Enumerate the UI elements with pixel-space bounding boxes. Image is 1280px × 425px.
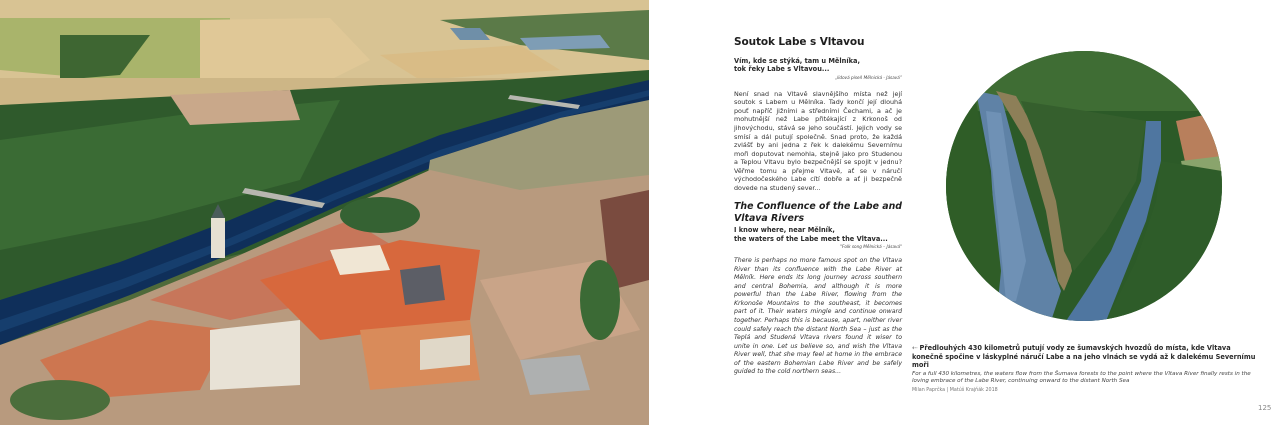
article-text-column	[734, 36, 902, 377]
body-text-english: There is perhaps no more famous spot on the Vltava River than its confluence with the Labe River at Mělník. Here ends its long journey across southern and central Bohemia, and although it is more powerful than the Labe River, flowing from the Krkonoše Mountains to the southeast, it becomes part of it. Their waters mingle and continue onward together. Perhaps this is because, apart, neither river could safely reach the distant North Sea – just as the Teplá and Studená Vltava rivers found it wiser to unite in one. Let us believe so, and wish the Vltava River well, that she may feel at home in the embrace of the eastern Bohemian Labe River and be safely guided to the cold northern seas...	[734, 257, 902, 376]
confluence-photo-illustration	[946, 51, 1222, 321]
body-text-czech: Není snad na Vltavě slavnějšího místa než její soutok s Labem u Mělníka. Tady končí její dlouhá pouť napříč jižními a středními Čechami, a ač je mohutnější než Labe přitékající z Krkonoš od jihovýchodu, stává se jeho součástí. Jejich vody se smísí a dál putují společně. Snad proto, že každá zvlášť by ani jedna z řek k dalekému Severnímu moři doputovat nemohla, stejně jako pro Studenou a Teplou Vltavu bylo bezpečnější se spojit v jednu? Věřme tomu a přejme Vltavě, ať se v náručí východočeského Labe cítí dobře a ať ji bezpečně dovede na studený sever...	[734, 89, 902, 192]
verse-english-line-2: the waters of the Labe meet the Vltava...	[734, 234, 888, 243]
caption-english: For a full 430 kilometres, the waters flow from the Šumava forests to the point where the Vltava River finally rests in the loving embrace of the Labe River, continuing onward to the distant North Sea	[912, 370, 1251, 385]
article-title-english: The Confluence of the Labe and Vltava Rivers	[734, 201, 902, 224]
verse-english-line-1: I know where, near Mělník,	[734, 226, 835, 235]
verse-english	[734, 226, 902, 243]
caption-czech	[912, 344, 1262, 370]
verse-czech-line-1: Vím, kde se stýká, tam u Mělníka,	[734, 57, 860, 65]
verse-czech	[734, 57, 902, 74]
verse-czech-line-2: tok řeky Labe s Vltavou...	[734, 65, 830, 74]
photo-caption	[912, 344, 1262, 393]
photo-credit: Milan Paprčka | Matúš Krajňák 2018	[912, 387, 998, 393]
caption-czech-text: Předlouhých 430 kilometrů putují vody ze šumavských hvozdů do místa, kde Vltava konečně spočine v láskyplné náručí Labe a na jeho vlnách se vydá až k dalekému Severnímu moři	[912, 344, 1256, 370]
confluence-circle-photo	[946, 51, 1222, 321]
verse-source-czech: „lidová píseň Mělnická - Jásavá“	[834, 74, 902, 80]
verse-source-english: "Folk song Mělnická – Jásavá"	[840, 244, 902, 250]
article-title-czech: Soutok Labe s Vltavou	[734, 36, 865, 48]
page-number: 125	[1258, 404, 1272, 412]
arrow-left-icon: ⇠	[912, 344, 918, 352]
